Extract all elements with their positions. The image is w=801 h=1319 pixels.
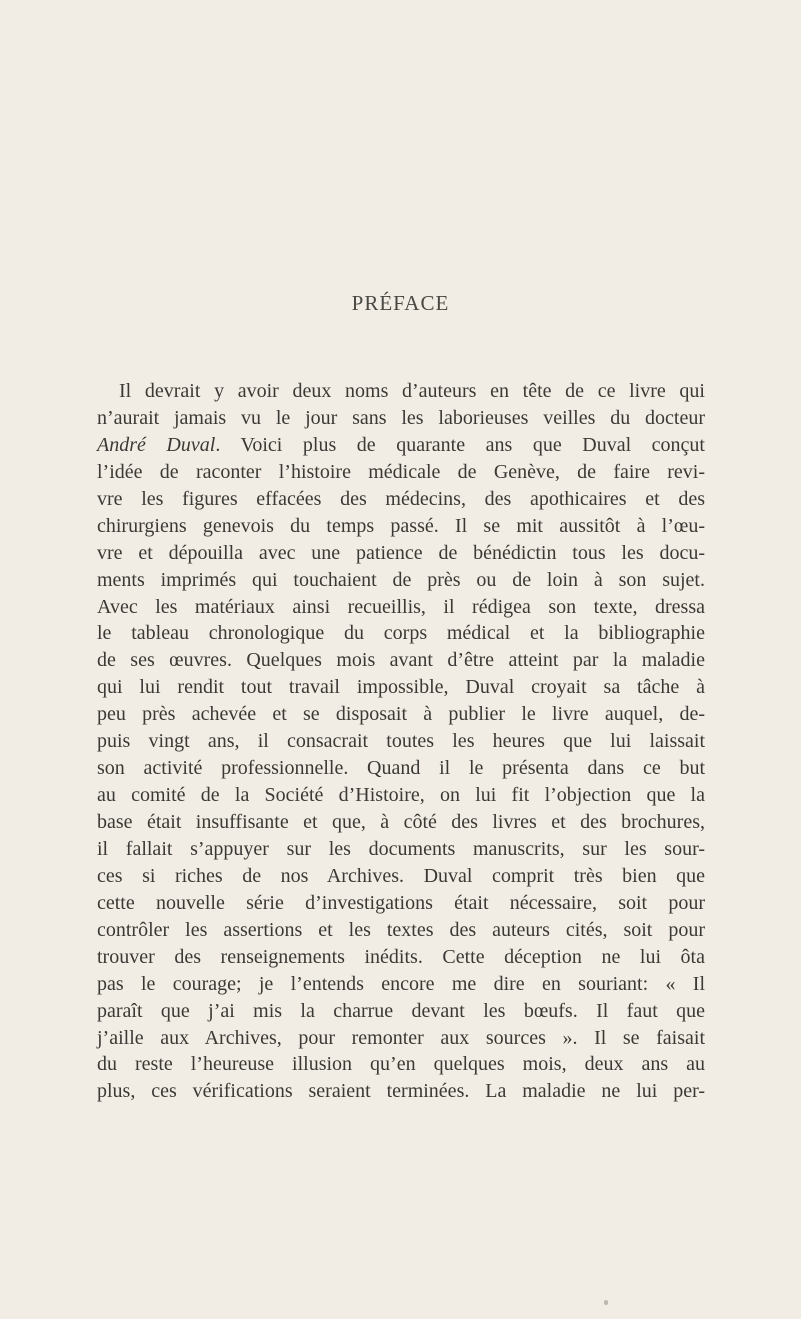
text-line — [97, 674, 705, 701]
line-text: au comité de la Société d’Histoire, on lui fit l’objection que la — [97, 784, 705, 807]
line-text: son activité professionnelle. Quand il le présenta dans ce but — [97, 757, 705, 780]
text-line — [97, 459, 705, 486]
text-line — [97, 567, 705, 594]
text-line — [97, 971, 705, 998]
line-text: paraît que j’ai mis la charrue devant les bœufs. Il faut que — [97, 999, 705, 1022]
text-line — [97, 620, 705, 647]
line-text: . Voici plus de quarante ans que Duval conçut — [215, 433, 705, 456]
text-line — [97, 513, 705, 540]
text-line — [97, 944, 705, 971]
text-line — [97, 701, 705, 728]
text-line — [97, 998, 705, 1025]
text-line — [97, 917, 705, 944]
line-text: base était insuffisante et que, à côté des livres et des brochures, — [97, 811, 705, 833]
line-text: vre et dépouilla avec une patience de bénédictin tous les docu- — [97, 541, 705, 564]
line-text: qui lui rendit tout travail impossible, Duval croyait sa tâche à — [97, 676, 705, 699]
text-line — [97, 809, 705, 836]
line-text: vre les figures effacées des médecins, des apothicaires et des — [97, 487, 705, 510]
text-line — [97, 863, 705, 890]
line-text: Il devrait y avoir deux noms d’auteurs en tête de ce livre qui — [119, 380, 705, 402]
text-line — [97, 755, 705, 782]
text-line — [97, 1051, 705, 1078]
text-line — [97, 782, 705, 809]
line-text: trouver des renseignements inédits. Cette déception ne lui ôta — [97, 945, 705, 968]
author-name: André Duval — [97, 433, 216, 456]
line-text: pas le courage; je l’entends encore me dire en souriant: « Il — [97, 972, 705, 995]
text-line — [97, 890, 705, 917]
line-text: du reste l’heureuse illusion qu’en quelques mois, deux ans au — [97, 1053, 705, 1076]
line-text: l’idée de raconter l’histoire médicale de Genève, de faire revi- — [97, 460, 705, 483]
text-line — [97, 486, 705, 513]
line-text: contrôler les assertions et les textes des auteurs cités, soit pour — [97, 918, 705, 941]
text-line — [97, 432, 705, 459]
line-text: ces si riches de nos Archives. Duval comprit très bien que — [97, 864, 705, 887]
text-line — [97, 728, 705, 755]
line-text: plus, ces vérifications seraient terminées. La maladie ne lui per- — [97, 1080, 705, 1103]
line-text: ments imprimés qui touchaient de près ou de loin à son sujet. — [97, 568, 705, 591]
page-title: PRÉFACE — [351, 291, 450, 315]
line-text: n’aurait jamais vu le jour sans les laborieuses veilles du docteur — [97, 406, 705, 429]
line-text: cette nouvelle série d’investigations était nécessaire, soit pour — [97, 891, 705, 914]
text-line — [97, 647, 705, 674]
line-text: puis vingt ans, il consacrait toutes les heures que lui laissait — [97, 730, 705, 753]
text-line — [97, 540, 705, 567]
text-line — [97, 1025, 705, 1052]
text-line — [97, 836, 705, 863]
line-text: il fallait s’appuyer sur les documents manuscrits, sur les sour- — [97, 837, 705, 860]
text-line — [97, 594, 705, 621]
line-text: de ses œuvres. Quelques mois avant d’être atteint par la maladie — [97, 649, 705, 672]
text-line — [97, 1078, 705, 1105]
preface-paragraph — [97, 378, 705, 1105]
line-text: peu près achevée et se disposait à publier le livre auquel, de- — [97, 703, 705, 726]
text-line — [97, 405, 705, 432]
line-text: Avec les matériaux ainsi recueillis, il rédigea son texte, dressa — [97, 595, 705, 618]
line-text: j’aille aux Archives, pour remonter aux sources ». Il se faisait — [97, 1026, 705, 1049]
line-text: chirurgiens genevois du temps passé. Il se mit aussitôt à l’œu- — [97, 514, 705, 537]
line-text: le tableau chronologique du corps médical et la bibliographie — [97, 622, 705, 645]
paper-speck — [604, 1300, 608, 1305]
text-line — [97, 378, 705, 405]
